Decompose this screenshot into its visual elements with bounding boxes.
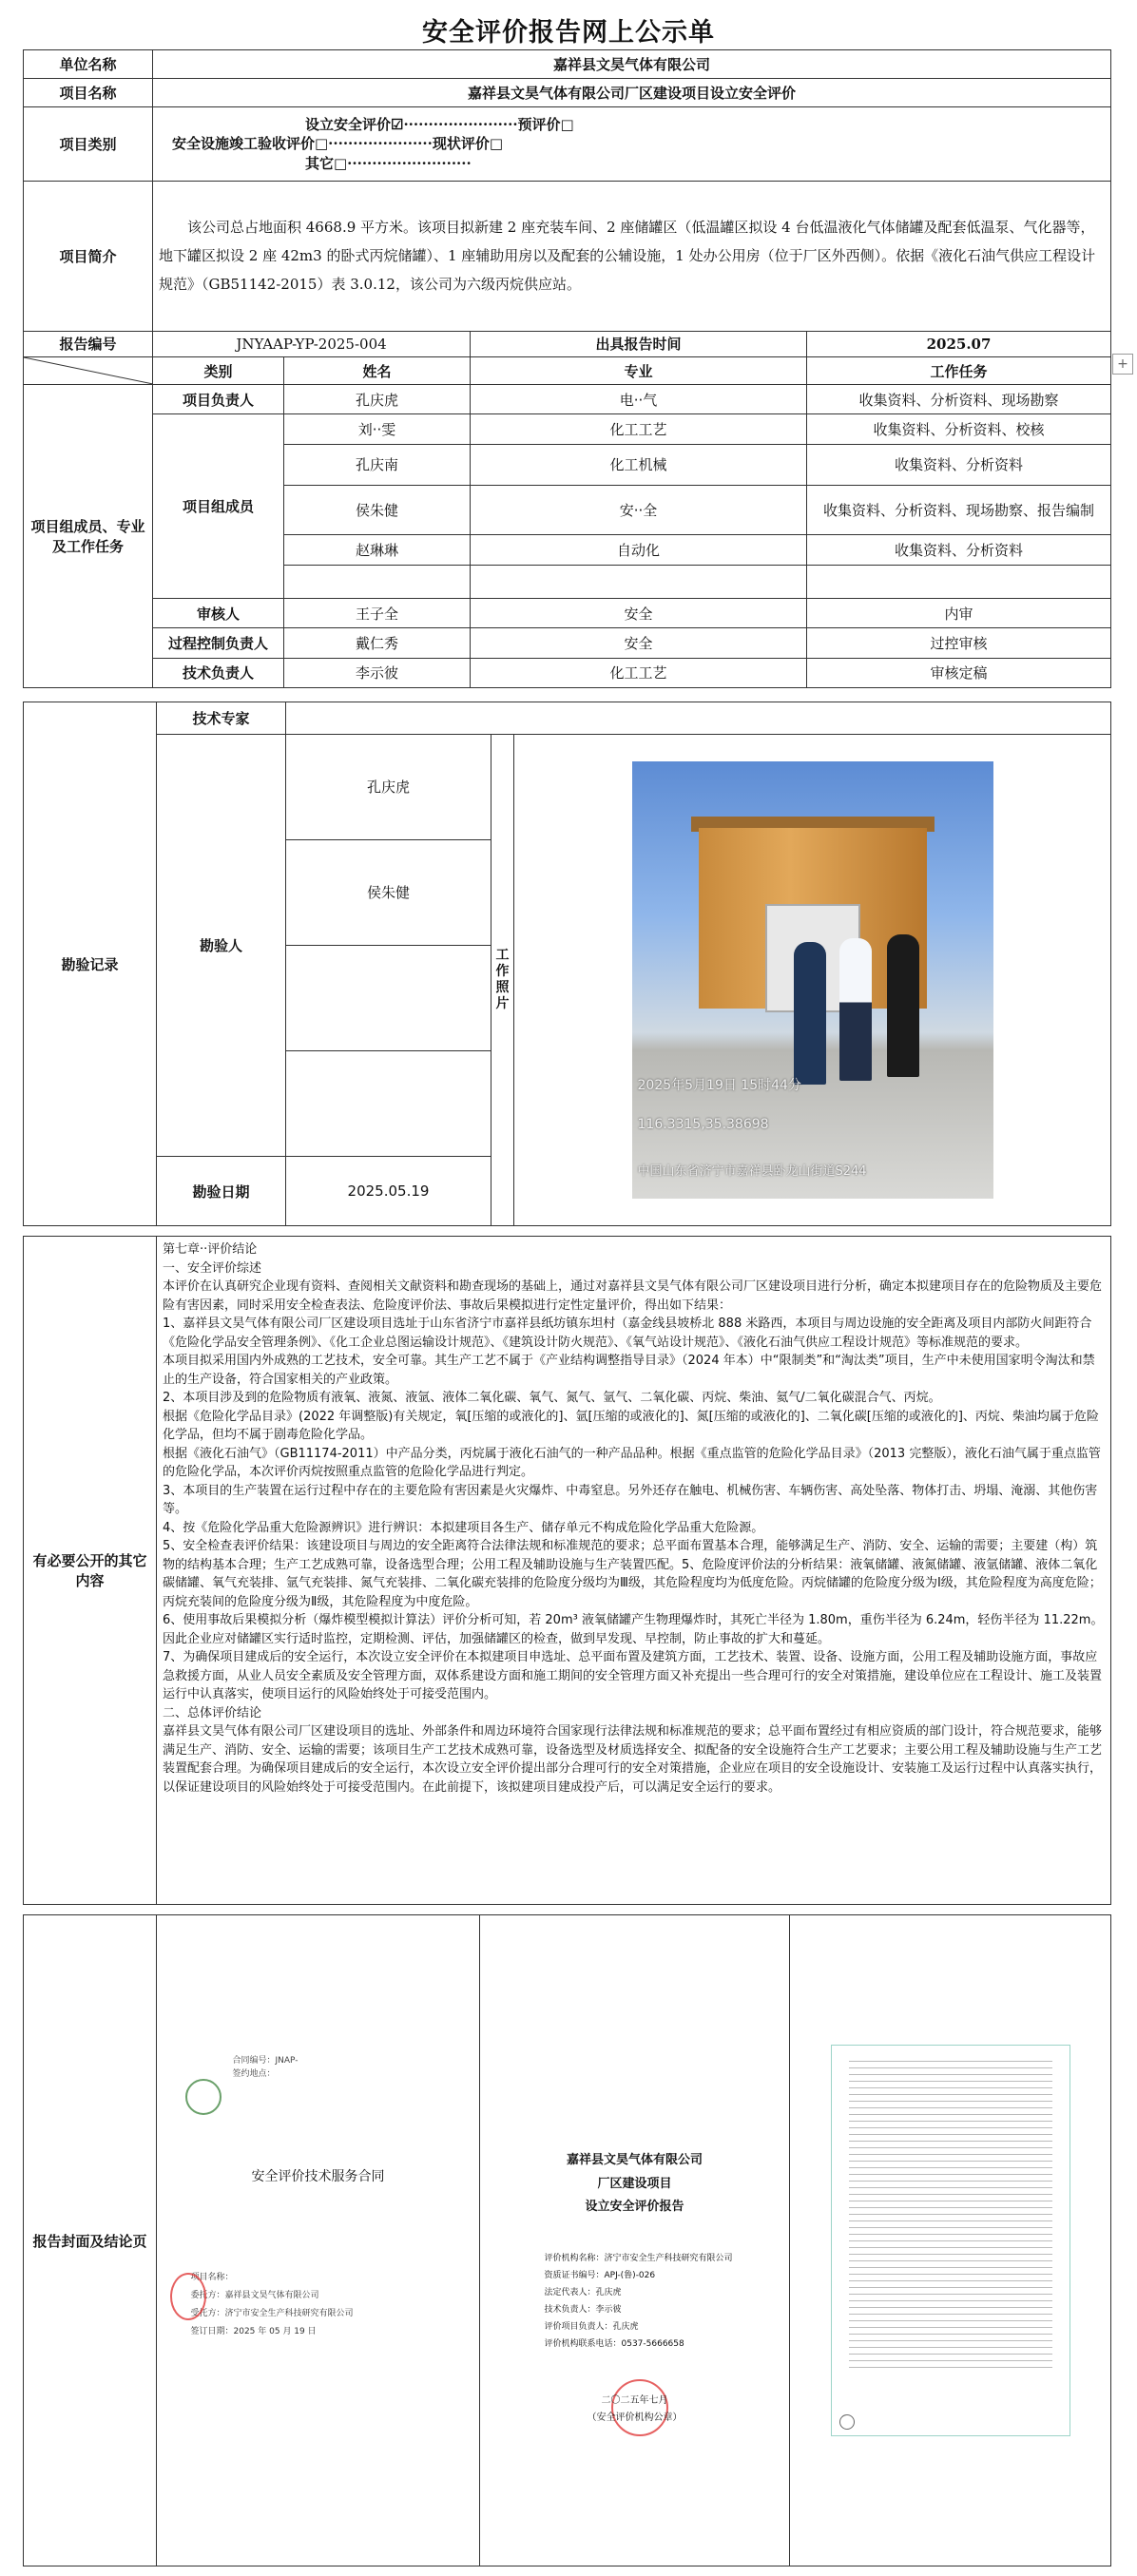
contract-title: 安全评价技术服务合同 <box>251 2169 385 2184</box>
tech-lead-name: 李示彼 <box>284 658 471 687</box>
process-control-name: 戴仁秀 <box>284 628 471 658</box>
disclosure-paragraph: 本项目拟采用国内外成熟的工艺技术，安全可靠。其生产工艺不属于《产业结构调整指导目录》（2024 年本）中“限制类”和“淘汰类”项目，生产中未使用国家明令淘汰和禁止的生产设备，符合国家相关的产业政策。 <box>163 1354 1095 1387</box>
disclosure-paragraph: 6、使用事故后果模拟分析（爆炸模型模拟计算法）评价分析可知，若 20m³ 液氧储罐产生物理爆炸时，其死亡半径为 1.80m，重伤半径为 6.24m，轻伤半径为 11.22m。因此企业应对储罐区实行适时监控，定期检测、评估，加强储罐区的检查，做到早发现、早控制，防止事故的扩大和蔓延。 <box>163 1613 1104 1646</box>
report-cover-title: 设立安全评价报告 <box>585 2200 684 2215</box>
person-figure-2 <box>839 938 872 1081</box>
leader-label: 项目负责人 <box>153 385 284 414</box>
team-row-name: 赵琳琳 <box>284 535 471 565</box>
conclusion-logo-icon <box>839 2414 855 2430</box>
process-control-major: 安全 <box>471 628 807 658</box>
disclosure-paragraph: 二、总体评价结论 <box>163 1705 262 1721</box>
disclosure-paragraph: 2、本项目涉及到的危险物质有液氧、液氮、液氩、液体二氧化碳、氧气、氮气、氩气、二氧化碳、丙烷、柴油、氦气/二氧化碳混合气、丙烷。 <box>163 1391 941 1405</box>
contract-line: 合同编号：JNAP- <box>232 2056 299 2066</box>
report-date-value: 2025.07 <box>807 331 1111 356</box>
report-no-label: 报告编号 <box>24 331 153 356</box>
photo-location: 中国山东省济宁市嘉祥县卧龙山街道S244 <box>637 1163 867 1179</box>
contract-details <box>191 2269 354 2341</box>
cover-table <box>23 1914 1111 2566</box>
contract-line: 项目名称： <box>190 2273 234 2282</box>
surveyor-label: 勘验人 <box>157 734 286 1157</box>
survey-record-label: 勘验记录 <box>24 702 157 1226</box>
contract-line: 签约地点： <box>232 2069 276 2080</box>
work-photo <box>632 761 993 1199</box>
expert-value <box>286 702 1111 735</box>
unit-name-value: 嘉祥县文昊气体有限公司 <box>153 50 1111 79</box>
survey-table <box>23 702 1111 1226</box>
reviewer-label: 审核人 <box>153 599 284 628</box>
report-cover-page <box>497 2041 773 2440</box>
disclosure-table <box>23 1236 1111 1905</box>
team-row-major: 化工工艺 <box>471 414 807 444</box>
team-row-major <box>471 565 807 598</box>
team-row-major: 自动化 <box>471 535 807 565</box>
reviewer-name: 王子全 <box>284 599 471 628</box>
category-line-1: 设立安全评价☑·······················预评价□ <box>305 116 574 134</box>
contract-meta <box>233 2054 299 2082</box>
conclusion-page-cell <box>790 1915 1111 2566</box>
survey-date-value: 2025.05.19 <box>286 1157 491 1226</box>
project-name-value: 嘉祥县文昊气体有限公司厂区建设项目设立安全评价 <box>153 79 1111 107</box>
disclosure-paragraph: 第七章··评价结论 <box>163 1242 258 1257</box>
unit-name-label: 单位名称 <box>24 50 153 79</box>
report-cover-footer <box>497 2393 773 2427</box>
tech-lead-label: 技术负责人 <box>153 658 284 687</box>
report-cover-cell <box>480 1915 790 2566</box>
disclosure-paragraph: 5、安全检查表评价结果：该建设项目与周边的安全距离符合法律法规和标准规范的要求；总平面布置基本合理，能够满足生产、消防、安全、运输的需要；主要建（构）筑物的结构基本合理；生产工艺成熟可靠，设备选型合理；公用工程及辅助设施与生产装置匹配。5、危险度评价法的分析结果：液氧储罐、液氮储罐、液氩储罐、液体二氧化碳储罐、氧气充装排、氩气充装排、氮气充装排、二氧化碳充装排的危险度分级均为Ⅲ级，其危险程度均为低度危险。丙烷储罐的危险度分级为Ⅰ级，其危险程度为高度危险；丙烷充装间的危险度分级为Ⅱ级，其危险程度为中度危险。 <box>163 1539 1102 1609</box>
tech-lead-major: 化工工艺 <box>471 658 807 687</box>
team-row-task: 收集资料、分析资料 <box>807 535 1111 565</box>
disclosure-label: 有必要公开的其它内容 <box>24 1237 157 1905</box>
contract-line: 受托方：济宁市安全生产科技研究有限公司 <box>190 2308 354 2318</box>
survey-date-label: 勘验日期 <box>157 1157 286 1226</box>
report-cover-stamp: （安全评价机构公章） <box>587 2413 683 2423</box>
team-row-name: 孔庆虎 <box>284 385 471 414</box>
team-row-name: 侯朱健 <box>284 486 471 535</box>
project-summary-label: 项目简介 <box>24 181 153 331</box>
cover-label: 报告封面及结论页 <box>24 1915 157 2566</box>
reviewer-task: 内审 <box>807 599 1111 628</box>
disclosure-paragraph: 本评价在认真研究企业现有资料、查阅相关文献资料和勘查现场的基础上，通过对嘉祥县文昊气体有限公司厂区建设项目进行分析，确定本拟建项目存在的危险物质及主要危险有害因素，同时采用安全检查表法、危险度评价法、事故后果模拟进行定性定量评价，得出如下结果： <box>163 1279 1103 1313</box>
surveyor-name: 孔庆虎 <box>286 734 491 839</box>
conclusion-page-lines <box>832 2046 1070 2383</box>
report-cover-line: 资质证书编号：APJ-(鲁)-026 <box>544 2271 656 2280</box>
disclosure-paragraph: 嘉祥县文昊气体有限公司厂区建设项目的选址、外部条件和周边环境符合国家现行法律法规和标准规范的要求；总平面布置经过有相应资质的部门设计，符合规范要求，能够满足生产、消防、安全、运输的需要；该项目生产工艺技术成熟可靠，设备选型及材质选择安全、拟配备的安全设施符合生产工艺要求；主要公用工程及辅助设施与生产工艺装置配套合理。为确保项目建成后的安全运行，本次设立安全评价提出部分合理可行的安全对策措施，企业应在项目的安全设施设计、安装施工及运行过程中认真落实执行，以保证建设项目的风险始终处于可接受范围内。在此前提下，该拟建项目建成投产后，可以满足安全运行的要求。 <box>163 1724 1103 1795</box>
expert-label: 技术专家 <box>157 702 286 735</box>
photo-timestamp: 2025年5月19日 15时44分 <box>637 1077 801 1093</box>
report-cover-header <box>497 2149 773 2220</box>
process-control-label: 过程控制负责人 <box>153 628 284 658</box>
member-label: 项目组成员 <box>153 414 284 599</box>
photo-label: 工作照片 <box>491 734 514 1225</box>
person-figure-3 <box>887 934 919 1077</box>
add-row-icon[interactable]: + <box>1112 354 1133 375</box>
surveyor-name <box>286 1051 491 1157</box>
contract-logo-icon <box>185 2079 222 2115</box>
disclosure-paragraph: 一、安全评价综述 <box>163 1260 262 1276</box>
reviewer-major: 安全 <box>471 599 807 628</box>
team-row-name: 孔庆南 <box>284 444 471 486</box>
tech-lead-task: 审核定稿 <box>807 658 1111 687</box>
team-row-major: 化工机械 <box>471 444 807 486</box>
report-cover-line: 法定代表人：孔庆虎 <box>544 2288 622 2297</box>
contract-line: 签订日期：2025 年 05 月 19 日 <box>190 2326 317 2336</box>
team-row-task <box>807 565 1111 598</box>
report-cover-date: 二〇二五年七月 <box>601 2395 668 2406</box>
disclosure-content <box>157 1237 1111 1905</box>
photo-coordinates: 116.3315,35.38698 <box>637 1116 769 1132</box>
disclosure-paragraph: 4、按《危险化学品重大危险源辨识》进行辨识：本拟建项目各生产、储存单元不构成危险化学品重大危险源。 <box>163 1520 764 1535</box>
report-no-value: JNYAAP-YP-2025-004 <box>153 331 471 356</box>
disclosure-paragraph: 1、嘉祥县文昊气体有限公司厂区建设项目选址于山东省济宁市嘉祥县纸坊镇东坦村（嘉金线县坡桥北 888 米路西，本项目与周边设施的安全距离及项目内部防火间距符合《危险化学品安全管理条例》、《化工企业总图运输设计规范》、《建筑设计防火规范》、《氧气站设计规范》、《液化石油气供应工程设计规范》等标准规范的要求。 <box>163 1317 1092 1350</box>
team-header-major: 专业 <box>471 356 807 384</box>
contract-page <box>176 2041 461 2440</box>
person-figure-1 <box>794 942 826 1085</box>
category-line-3: 其它□························· <box>305 154 472 172</box>
disclosure-paragraph: 7、为确保项目建成后的安全运行，本次设立安全评价在本拟建项目申选址、总平面布置及建筑方面，工艺技术、装置、设备、设施方面，公用工程及辅助设施方面，事故应急救援方面，从业人员安全素质及安全管理方面，双体系建设方面和施工期间的安全管理方面又补充提出一些合理可行的安全对策措施，建设单位应在工程设计、施工及装置运行中认真落实，使项目运行的风险始终处于可接受范围内。 <box>163 1650 1103 1701</box>
team-header-category: 类别 <box>153 356 284 384</box>
disclosure-paragraph: 3、本项目的生产装置在运行过程中存在的主要危险有害因素是火灾爆炸、中毒窒息。另外还存在触电、机械伤害、车辆伤害、高处坠落、物体打击、坍塌、淹溺、其他伤害等。 <box>163 1483 1098 1516</box>
project-summary-text: 该公司总占地面积 4668.9 平方米。该项目拟新建 2 座充装车间、2 座储罐区（低温罐区拟设 4 台低温液化气体储罐及配套低温泵、气化器等，地下罐区拟设 2 座 42m3 的卧式丙烷储罐）、1 座辅助用房以及配套的公辅设施，1 处办公用房（位于厂区外西侧）。依据《液化石油气供应工程设计规范》（GB51142-2015）表 3.0.12，该公司为六级丙烷供应站。 <box>153 181 1111 331</box>
report-cover-line: 评价机构名称：济宁市安全生产科技研究有限公司 <box>544 2254 733 2263</box>
report-date-label: 出具报告时间 <box>471 331 807 356</box>
diagonal-line <box>24 357 153 384</box>
team-label: 项目组成员、专业及工作任务 <box>24 385 153 688</box>
contract-seal-icon <box>170 2273 206 2320</box>
team-header-task: 工作任务 <box>807 356 1111 384</box>
team-header-name: 姓名 <box>284 356 471 384</box>
team-row-task: 收集资料、分析资料、现场勘察 <box>807 385 1111 414</box>
team-header-diagonal <box>24 356 153 384</box>
team-row-task: 收集资料、分析资料、校核 <box>807 414 1111 444</box>
project-category-label: 项目类别 <box>24 107 153 181</box>
team-row-major: 电··气 <box>471 385 807 414</box>
report-cover-company: 嘉祥县文昊气体有限公司 <box>566 2153 703 2167</box>
team-row-task: 收集资料、分析资料、现场勘察、报告编制 <box>807 486 1111 535</box>
report-cover-line: 评价项目负责人：孔庆虎 <box>544 2322 639 2332</box>
conclusion-page <box>831 2045 1070 2436</box>
report-cover-line: 技术负责人：李示彼 <box>544 2305 622 2315</box>
category-line-2: 安全设施竣工验收评价□·····················现状评价□ <box>172 135 504 153</box>
process-control-task: 过控审核 <box>807 628 1111 658</box>
disclosure-paragraph: 根据《危险化学品目录》(2022 年调整版)有关规定，氧[压缩的或液化的]、氩[压缩的或液化的]、氮[压缩的或液化的]、二氧化碳[压缩的或液化的]、丙烷、柴油均属于危险化学品，但均不属于剧毒危险化学品。 <box>163 1409 1099 1442</box>
team-row-name <box>284 565 471 598</box>
team-row-major: 安··全 <box>471 486 807 535</box>
report-cover-details <box>545 2250 733 2353</box>
page-title: 安全评价报告网上公示单 <box>422 18 715 48</box>
surveyor-name: 侯朱健 <box>286 839 491 945</box>
contract-page-cell <box>157 1915 480 2566</box>
surveyor-name <box>286 946 491 1051</box>
project-name-label: 项目名称 <box>24 79 153 107</box>
basic-info-table <box>23 49 1111 688</box>
contract-line: 委托方：嘉祥县文昊气体有限公司 <box>190 2290 319 2300</box>
disclosure-paragraph: 根据《液化石油气》（GB11174-2011）中产品分类，丙烷属于液化石油气的一种产品品种。根据《重点监管的危险化学品目录》（2013 完整版），液化石油气属于重点监管的危险化学品，本次评价丙烷按照重点监管的危险化学品进行判定。 <box>163 1446 1101 1479</box>
report-cover-project: 厂区建设项目 <box>597 2176 672 2191</box>
report-cover-line: 评价机构联系电话：0537-5666658 <box>544 2339 684 2349</box>
project-category-options <box>153 107 1111 181</box>
team-row-task: 收集资料、分析资料 <box>807 444 1111 486</box>
work-photo-cell <box>514 734 1111 1225</box>
team-row-name: 刘··雯 <box>284 414 471 444</box>
